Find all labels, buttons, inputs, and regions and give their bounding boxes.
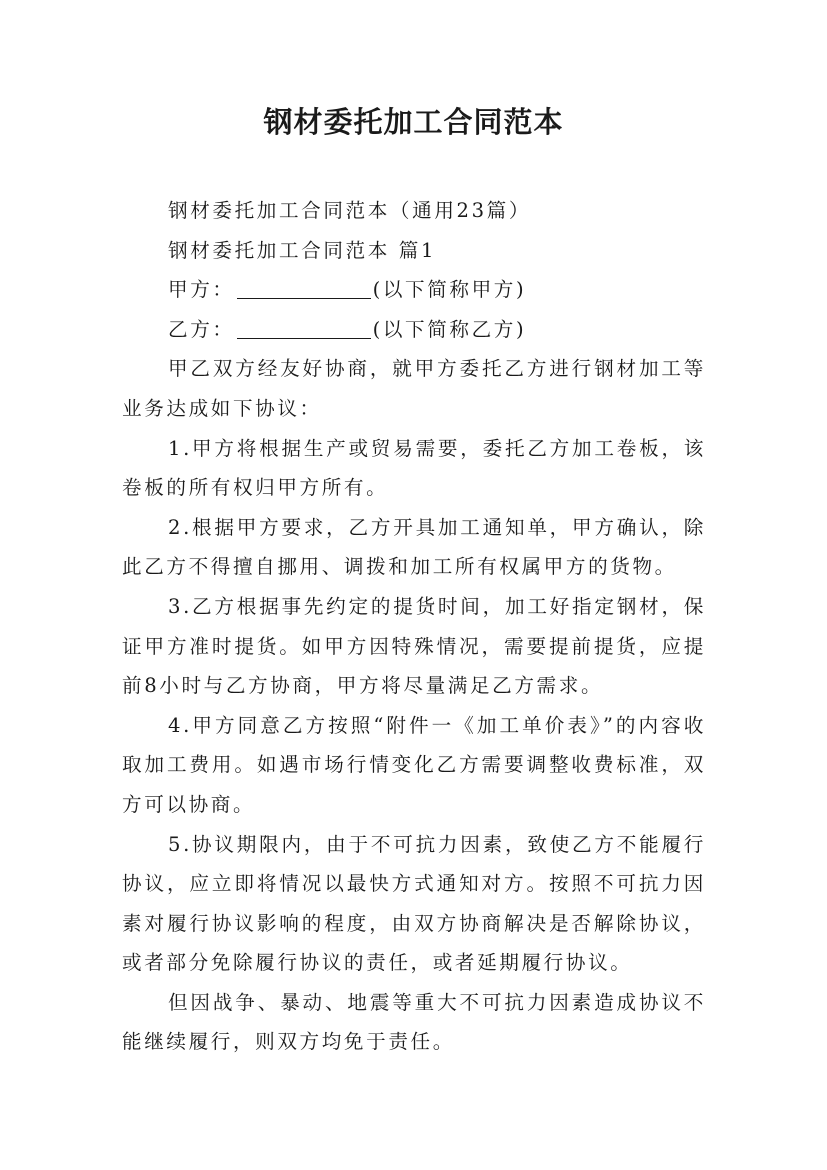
party-b-line bbox=[122, 310, 706, 350]
party-a-suffix: (以下简称甲方) bbox=[372, 278, 527, 302]
party-b-blank bbox=[237, 314, 371, 339]
party-b-label: 乙方： bbox=[168, 317, 235, 341]
section-heading: 钢材委托加工合同范本 篇1 bbox=[168, 238, 437, 262]
party-a-blank bbox=[237, 274, 371, 299]
party-b-suffix: (以下简称乙方) bbox=[372, 317, 527, 341]
party-a-line bbox=[122, 270, 706, 310]
document-body bbox=[122, 191, 706, 1062]
paragraph-intro: 甲乙双方经友好协商，就甲方委托乙方进行钢材加工等业务达成如下协议： bbox=[122, 357, 706, 420]
paragraph-force-majeure: 但因战争、暴动、地震等重大不可抗力因素造成协议不能继续履行，则双方均免于责任。 bbox=[122, 990, 706, 1054]
paragraph-clause-3: 3.乙方根据事先约定的提货时间，加工好指定钢材，保证甲方准时提货。如甲方因特殊情况，需要提前提货，应提前8小时与乙方协商，甲方将尽量满足乙方需求。 bbox=[122, 594, 706, 698]
subtitle: 钢材委托加工合同范本（通用23篇） bbox=[168, 199, 532, 222]
document-title: 钢材委托加工合同范本 bbox=[263, 105, 564, 139]
paragraph-clause-1: 1.甲方将根据生产或贸易需要，委托乙方加工卷板，该卷板的所有权归甲方所有。 bbox=[122, 436, 706, 500]
paragraph-clause-5: 5.协议期限内，由于不可抗力因素，致使乙方不能履行协议，应立即将情况以最快方式通知对方。按照不可抗力因素对履行协议影响的程度，由双方协商解决是否解除协议，或者部分免除履行协议的责任，或者延期履行协议。 bbox=[122, 832, 706, 975]
paragraph-clause-2: 2.根据甲方要求，乙方开具加工通知单，甲方确认，除此乙方不得擅自挪用、调拨和加工所有权属甲方的货物。 bbox=[122, 515, 706, 579]
paragraph-clause-4: 4.甲方同意乙方按照“附件一《加工单价表》”的内容收取加工费用。如遇市场行情变化乙方需要调整收费标准，双方可以协商。 bbox=[122, 713, 706, 816]
party-a-label: 甲方： bbox=[168, 278, 235, 302]
